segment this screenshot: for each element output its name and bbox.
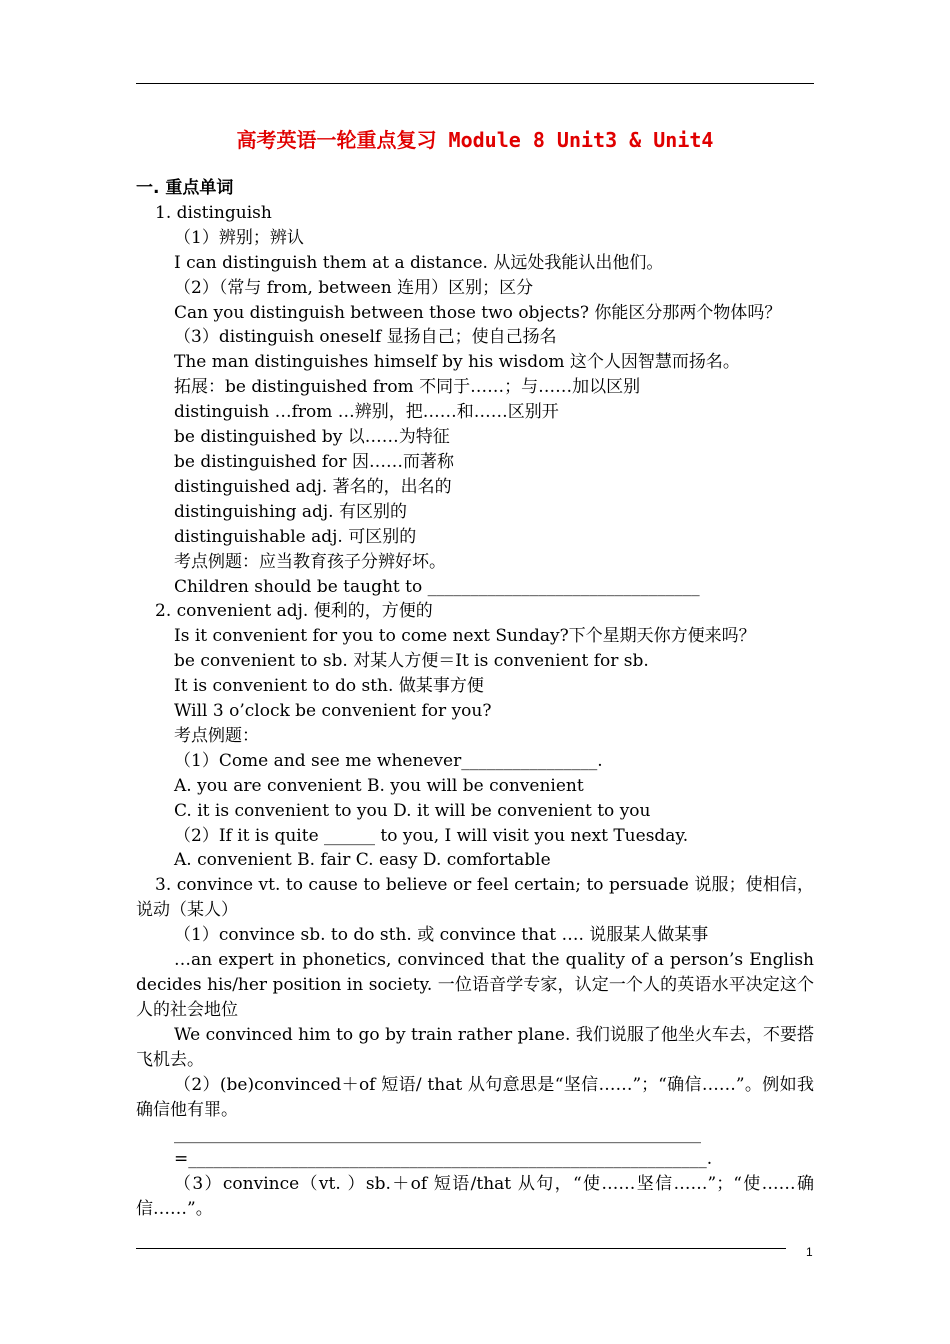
text-line: 2. convenient adj. 便利的，方便的 <box>155 601 433 622</box>
header-rule <box>136 83 814 84</box>
text-line: 拓展：be distinguished from 不同于……；与……加以区别 <box>174 377 641 398</box>
text-line: （1）辨别；辨认 <box>174 227 304 248</box>
text-line: ______________________________________________________________ <box>174 1124 701 1145</box>
page-title: 高考英语一轮重点复习 Module 8 Unit3 & Unit4 <box>236 128 714 152</box>
text-line: distinguished adj. 著名的，出名的 <box>174 476 452 497</box>
document-body <box>136 176 814 1222</box>
text-line: （3）convince（vt. ）sb.＋of 短语/that 从句，“使……坚信……”；“使……确信……”。 <box>136 1174 814 1220</box>
text-line: be distinguished for 因……而著称 <box>174 451 454 472</box>
text-line: 3. convince vt. to cause to believe or feel certain; to persuade 说服；使相信，说动（某人） <box>136 875 814 921</box>
text-line: 考点例题： <box>174 725 259 746</box>
section-heading: 一. 重点单词 <box>136 178 234 198</box>
page-number: 1 <box>806 1245 813 1259</box>
text-line: be convenient to sb. 对某人方便＝It is convenient for sb. <box>174 651 649 672</box>
text-line: A. you are convenient B. you will be convenient <box>174 775 584 796</box>
text-line: distinguishable adj. 可区别的 <box>174 526 417 547</box>
text-line: （2）(be)convinced＋of 短语/ that 从句意思是“坚信……”；“确信……”。例如我确信他有罪。 <box>136 1074 814 1120</box>
text-line: （3）distinguish oneself 显扬自己；使自己扬名 <box>174 327 557 348</box>
text-line: We convinced him to go by train rather plane. 我们说服了他坐火车去，不要搭飞机去。 <box>136 1024 814 1070</box>
text-line: I can distinguish them at a distance. 从远处我能认出他们。 <box>174 252 664 273</box>
text-line: C. it is convenient to you D. it will be convenient to you <box>174 800 651 821</box>
text-line: Is it convenient for you to come next Sunday?下个星期天你方便来吗？ <box>174 626 756 647</box>
text-line: A. convenient B. fair C. easy D. comfortable <box>174 850 551 871</box>
text-line: It is convenient to do sth. 做某事方便 <box>174 676 484 697</box>
text-line: distinguish …from …辨别，把……和……区别开 <box>174 402 559 423</box>
text-line: （1）convince sb. to do sth. 或 convince that …. 说服某人做某事 <box>174 925 709 946</box>
text-line: The man distinguishes himself by his wisdom 这个人因智慧而扬名。 <box>174 352 740 373</box>
text-line: 1. distinguish <box>155 202 272 223</box>
footer-rule <box>136 1248 786 1249</box>
text-line: （1）Come and see me whenever________________. <box>174 750 603 771</box>
text-line: （2）（常与 from, between 连用）区别；区分 <box>174 277 534 298</box>
text-line: be distinguished by 以……为特征 <box>174 427 450 448</box>
text-line: =_____________________________________________________________. <box>174 1149 713 1170</box>
text-line: Children should be taught to ________________________________ <box>174 576 700 597</box>
text-line: （2）If it is quite ______ to you, I will visit you next Tuesday. <box>174 825 689 846</box>
text-line: …an expert in phonetics, convinced that the quality of a person’s English decides his/her position in society. 一位语音学专家，认定一个人的英语水平决定这个人的社会地位 <box>136 950 814 1020</box>
text-line: 考点例题：应当教育孩子分辨好坏。 <box>174 551 446 572</box>
text-line: Can you distinguish between those two objects? 你能区分那两个物体吗？ <box>174 302 782 323</box>
text-line: distinguishing adj. 有区别的 <box>174 501 407 522</box>
text-line: Will 3 o’clock be convenient for you? <box>174 701 492 722</box>
